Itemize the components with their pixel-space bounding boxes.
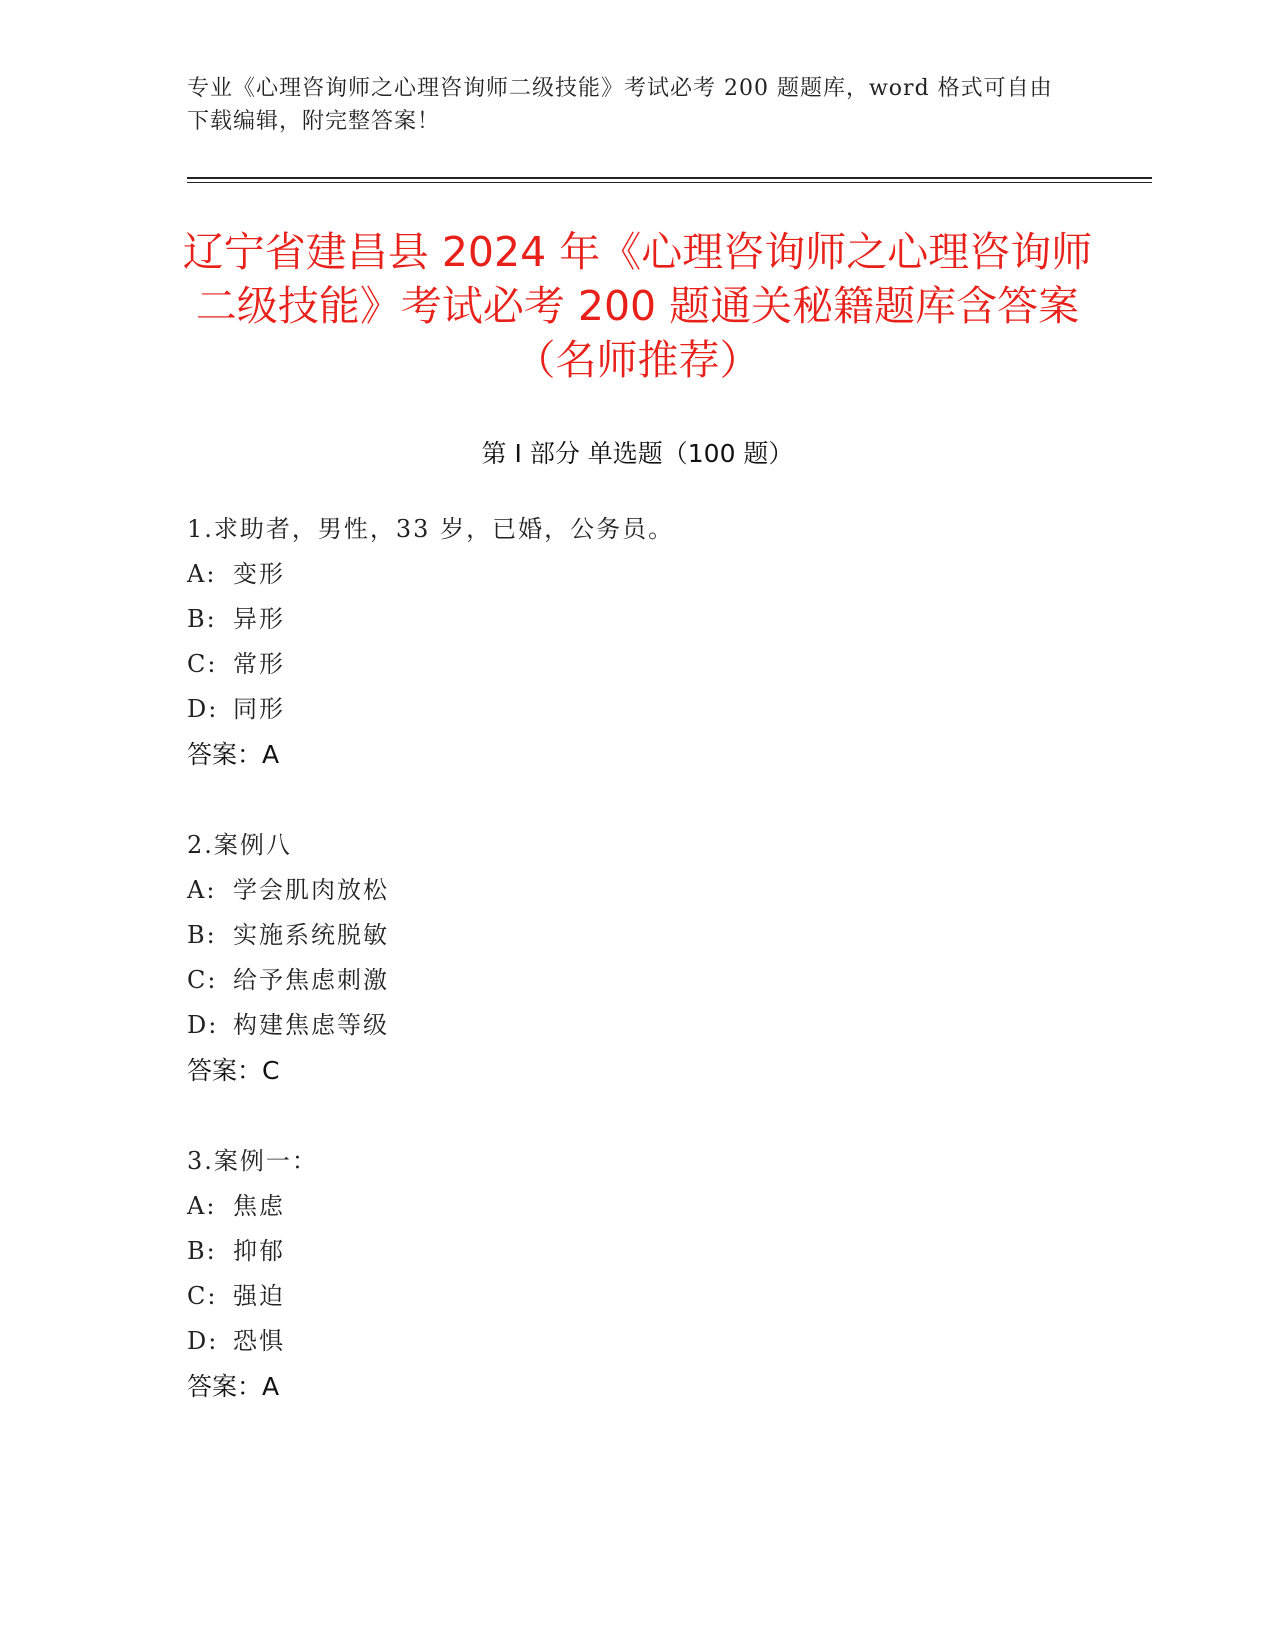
- option-a: [187, 868, 1087, 913]
- question-stem: 3.案例一：: [187, 1147, 318, 1175]
- option-a: [187, 1184, 1087, 1229]
- option-c: [187, 1274, 1087, 1319]
- option-text: 抑郁: [233, 1237, 285, 1265]
- option-a: [187, 552, 1087, 597]
- option-text: 同形: [233, 695, 285, 723]
- question-stem: 1.求助者，男性，33 岁，已婚，公务员。: [187, 515, 675, 543]
- option-d: [187, 1319, 1087, 1364]
- option-key: B:: [187, 605, 217, 633]
- option-text: 强迫: [233, 1282, 285, 1310]
- question-1: [187, 507, 1087, 777]
- option-text: 焦虑: [233, 1192, 285, 1220]
- option-key: B:: [187, 1237, 217, 1265]
- option-key: A:: [187, 1192, 217, 1220]
- option-text: 给予焦虑刺激: [233, 966, 389, 994]
- option-b: [187, 1229, 1087, 1274]
- answer-line: 答案：A: [187, 1372, 280, 1401]
- option-key: C:: [187, 650, 218, 678]
- option-text: 常形: [233, 650, 285, 678]
- answer-line: 答案：C: [187, 1056, 280, 1085]
- option-key: D:: [187, 695, 219, 723]
- answer-line: 答案：A: [187, 740, 280, 769]
- option-c: [187, 958, 1087, 1003]
- option-key: C:: [187, 1282, 218, 1310]
- option-key: A:: [187, 876, 217, 904]
- option-text: 实施系统脱敏: [233, 921, 389, 949]
- option-key: B:: [187, 921, 217, 949]
- option-text: 变形: [233, 560, 285, 588]
- option-key: D:: [187, 1011, 219, 1039]
- option-c: [187, 642, 1087, 687]
- option-b: [187, 913, 1087, 958]
- question-stem: 2.案例八: [187, 831, 292, 859]
- option-key: D:: [187, 1327, 219, 1355]
- option-text: 学会肌肉放松: [233, 876, 389, 904]
- option-text: 恐惧: [233, 1327, 285, 1355]
- question-2: [187, 823, 1087, 1093]
- option-b: [187, 597, 1087, 642]
- header-note: 专业《心理咨询师之心理咨询师二级技能》考试必考 200 题题库，word 格式可自由下载编辑，附完整答案！: [187, 76, 1053, 134]
- option-text: 异形: [233, 605, 285, 633]
- document-title: 辽宁省建昌县 2024 年《心理咨询师之心理咨询师二级技能》考试必考 200 题通关秘籍题库含答案（名师推荐）: [182, 228, 1093, 384]
- header-divider-thick: [187, 177, 1152, 179]
- option-d: [187, 687, 1087, 732]
- header-divider-thin: [187, 182, 1152, 183]
- option-text: 构建焦虑等级: [233, 1011, 389, 1039]
- option-key: C:: [187, 966, 218, 994]
- question-3: [187, 1139, 1087, 1409]
- section-heading: 第 I 部分 单选题（100 题）: [481, 439, 794, 468]
- option-key: A:: [187, 560, 217, 588]
- option-d: [187, 1003, 1087, 1048]
